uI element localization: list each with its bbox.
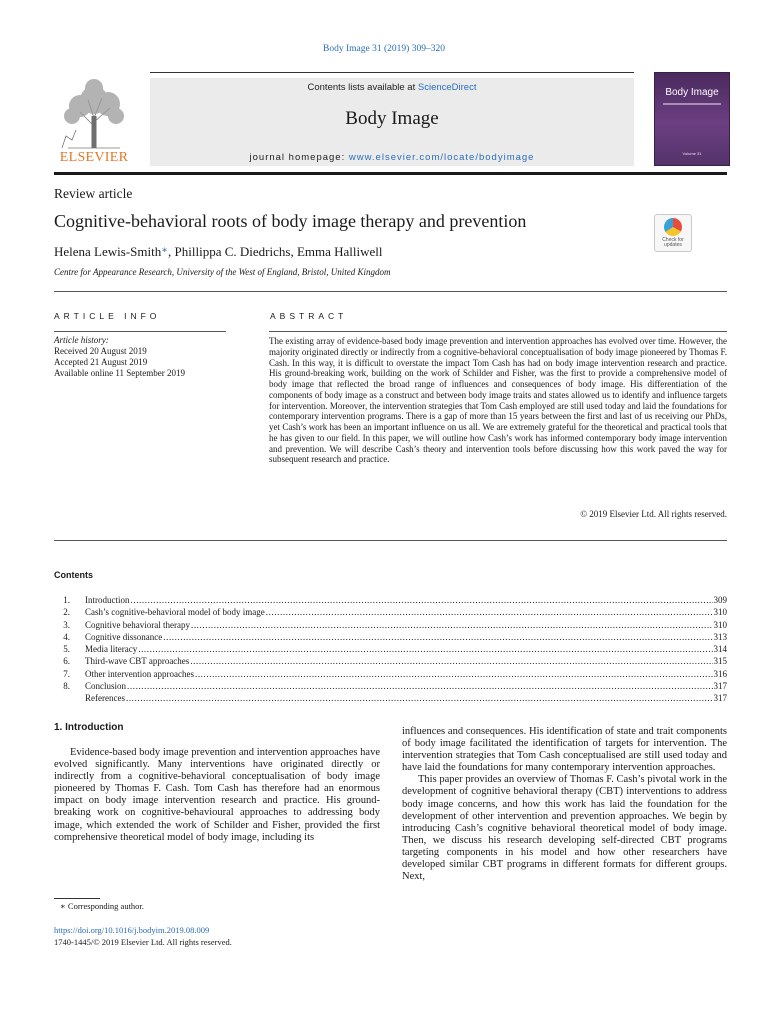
journal-cover-thumbnail[interactable] [654, 72, 730, 166]
toc-title[interactable]: Third-wave CBT approaches [85, 656, 190, 667]
toc-page: 310 [713, 619, 727, 630]
online-date: Available online 11 September 2019 [54, 368, 185, 378]
issn-copyright: 1740-1445/© 2019 Elsevier Ltd. All rights reserved. [54, 937, 232, 947]
journal-homepage [150, 152, 634, 163]
abstract-heading: ABSTRACT [270, 311, 348, 321]
journal-header-box [150, 78, 634, 166]
author-list [54, 244, 383, 260]
body-left-column [54, 747, 380, 844]
toc-title[interactable]: Introduction [85, 595, 130, 605]
homepage-prefix: journal homepage: [249, 152, 349, 163]
toc-entry[interactable] [54, 655, 727, 667]
toc-page: 317 [713, 681, 727, 692]
footnote-rule [54, 898, 100, 899]
toc-page: 316 [713, 668, 727, 679]
corresponding-author-footnote: ∗ Corresponding author. [60, 901, 144, 911]
body-right-column [402, 726, 727, 883]
toc-page: 314 [713, 644, 727, 655]
article-history [54, 335, 185, 379]
abstract-text: The existing array of evidence-based body image prevention and intervention approaches has evolved over time. However, the majority originated directly or indirectly from a cognitive-behavioral conceptualisation of body image pioneered by Thomas F. Cash. In this way, it is difficult to overstate the impact Tom Cash has had on body image intervention research and practice. His ground-breaking work, building on the work of Schilder and Fisher, was the first to provide a comprehensive model of body image that reflected the broad range of influences and consequences of body image. His differentiation of the components of body image as a construct and between body image traits and states allowed us to identify and influence targets for intervention. Moreover, the intervention strategies that Tom Cash employed are still used today and laid the foundations for contemporary intervention programs. There is a gap of more than 15 years between the first and last of us receiving our PhDs, yet Cash’s work has been an important influence on us all. We are extremely grateful for the theoretical and practical tools that he has given to our field. In this paper, we will outline how Cash’s work has informed contemporary body image intervention and prevention. We will describe Cash’s theory and intervention tools before discussing how this work paved the way for subsequent research and practice. [269, 336, 727, 465]
article-type: Review article [54, 186, 133, 201]
toc-leader-dots [138, 643, 712, 655]
toc-title[interactable]: Other intervention approaches [85, 668, 194, 679]
toc-leader-dots [195, 668, 713, 680]
sciencedirect-link[interactable]: ScienceDirect [417, 82, 477, 93]
journal-reference[interactable]: Body Image 31 (2019) 309–320 [323, 44, 445, 54]
introduction-heading: 1. Introduction [54, 722, 124, 733]
affiliation: Centre for Appearance Research, University of the West of England, Bristol, United Kingdom [54, 267, 391, 277]
toc-leader-dots [126, 692, 713, 704]
toc-entry[interactable] [54, 680, 727, 692]
toc-title[interactable]: Cognitive dissonance [85, 631, 163, 642]
cover-title: Body Image [665, 87, 719, 98]
accepted-date: Accepted 21 August 2019 [54, 357, 148, 367]
toc-leader-dots [163, 631, 712, 643]
toc-title[interactable]: Cash’s cognitive-behavioral model of body image [85, 607, 265, 618]
history-label: Article history: [54, 335, 109, 345]
toc-title[interactable]: References [85, 693, 125, 704]
toc-page: 317 [713, 693, 727, 704]
crossmark-label: Check for updates [662, 237, 684, 248]
toc-leader-dots [191, 619, 713, 631]
body-paragraph: Evidence-based body image prevention and intervention approaches have evolved significantly. Many interventions have originated directly or indirectly from a cognitive-behavioral conceptualisation of body image pioneered by Thomas F. Cash. Tom Cash has therefore had an enormous impact on body image intervention research and practice. His ground-breaking work on cognitive-behavioural approaches to addressing body image, which extended the work of Schilder and Fisher, provided the first comprehensive theoretical model of body image, including its [54, 747, 380, 843]
abstract-copyright: © 2019 Elsevier Ltd. All rights reserved. [580, 509, 727, 519]
toc-number: 3. [63, 619, 70, 630]
body-paragraph: This paper provides an overview of Thomas F. Cash’s pivotal work in the development of cognitive behavioral therapy (CBT) interventions to address body image concerns, and how this work has laid the foundation for the development of other intervention and prevention approaches. We begin by introducing Cash’s cognitive behavioral theoretical model of body image. Then, we discuss his research developing self-directed CBT programs targeting components in his model and how other researchers have developed similar CBT programs in different formats for different groups. Next, [402, 774, 727, 883]
toc-number: 6. [63, 656, 70, 667]
article-title: Cognitive-behavioral roots of body image therapy and prevention [54, 211, 527, 231]
toc-number: 8. [63, 681, 70, 692]
elsevier-wordmark[interactable]: ELSEVIER [59, 150, 129, 165]
toc-leader-dots [127, 680, 712, 692]
table-of-contents [54, 594, 727, 705]
author-name: Helena Lewis-Smith [54, 244, 162, 259]
toc-title[interactable]: Media literacy [85, 644, 138, 655]
author-names-rest: , Phillippa C. Diedrichs, Emma Halliwell [168, 244, 383, 259]
toc-entry[interactable] [54, 619, 727, 631]
article-info-heading: ARTICLE INFO [54, 311, 161, 321]
toc-entry[interactable] [54, 606, 727, 618]
toc-number [54, 692, 85, 704]
abstract-rule [269, 331, 727, 332]
body-paragraph: influences and consequences. His identification of state and trait components of body image facilitated the identification of targets for intervention. The intervention strategies that Tom Cash conceptualised are still used today and have laid the foundations for many contemporary intervention approaches. [402, 726, 727, 774]
doi-link[interactable]: https://doi.org/10.1016/j.bodyim.2019.08.009 [54, 925, 210, 935]
toc-number: 1. [63, 595, 70, 605]
cover-band [663, 103, 721, 105]
toc-leader-dots [190, 655, 712, 667]
toc-number: 2. [63, 607, 70, 618]
toc-entry[interactable] [54, 643, 727, 655]
contents-prefix: Contents lists available at [307, 82, 418, 93]
toc-entry[interactable] [54, 594, 727, 606]
article-info-rule [54, 331, 226, 332]
toc-page: 309 [713, 595, 727, 605]
toc-leader-dots [266, 606, 713, 618]
toc-entry[interactable] [54, 692, 727, 704]
corresponding-author-marker[interactable]: ∗ [161, 245, 169, 256]
toc-number: 4. [63, 631, 70, 642]
contents-title: Contents [54, 570, 93, 580]
received-date: Received 20 August 2019 [54, 346, 147, 356]
section-rule [54, 291, 727, 292]
header-top-rule [150, 72, 634, 73]
toc-number: 7. [63, 668, 70, 679]
toc-title[interactable]: Cognitive behavioral therapy [85, 619, 190, 630]
contents-availability [150, 82, 634, 93]
toc-page: 315 [713, 656, 727, 667]
check-for-updates-badge[interactable] [654, 214, 692, 252]
header-bottom-rule [54, 172, 727, 175]
toc-leader-dots [131, 594, 713, 606]
homepage-link[interactable]: www.elsevier.com/locate/bodyimage [348, 152, 535, 163]
toc-entry[interactable] [54, 631, 727, 643]
toc-number: 5. [63, 644, 70, 655]
toc-page: 310 [713, 607, 727, 618]
cover-note: Volume 31 [682, 151, 702, 156]
toc-entry[interactable] [54, 668, 727, 680]
journal-name: Body Image [345, 108, 439, 129]
toc-title[interactable]: Conclusion [85, 681, 127, 692]
crossmark-icon [664, 218, 682, 236]
contents-rule [54, 540, 727, 541]
toc-page: 313 [713, 631, 727, 642]
